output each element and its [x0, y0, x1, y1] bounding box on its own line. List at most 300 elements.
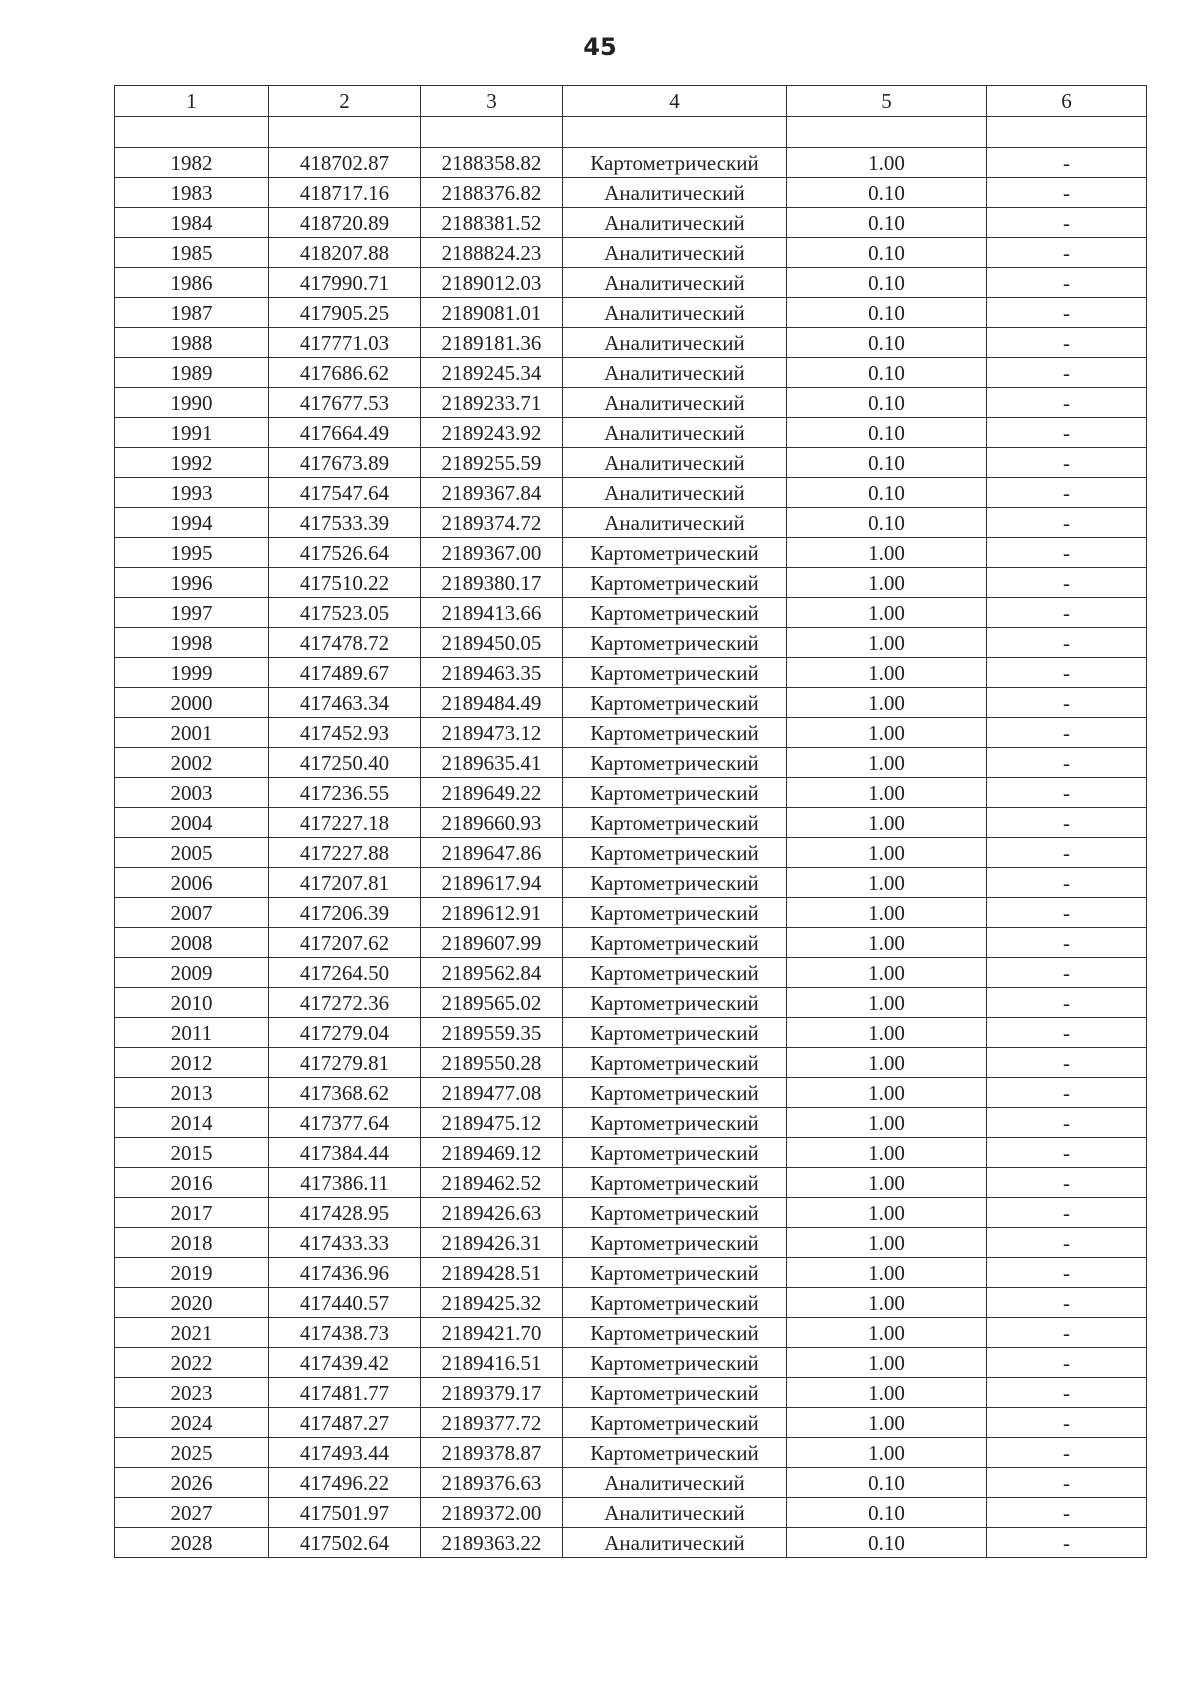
table-cell: 0.10 — [787, 298, 987, 328]
table-cell: 2010 — [115, 988, 269, 1018]
table-cell: 417478.72 — [269, 628, 421, 658]
table-cell: 2006 — [115, 868, 269, 898]
table-cell: 2189380.17 — [421, 568, 563, 598]
table-cell: 417990.71 — [269, 268, 421, 298]
table-row — [115, 658, 1147, 688]
table-cell: 2189660.93 — [421, 808, 563, 838]
table-cell: - — [987, 238, 1147, 268]
table-cell: Картометрический — [563, 148, 787, 178]
table-cell: 417272.36 — [269, 988, 421, 1018]
table-cell: 417428.95 — [269, 1198, 421, 1228]
table-cell: Картометрический — [563, 1288, 787, 1318]
column-header: 4 — [563, 86, 787, 117]
column-header: 6 — [987, 86, 1147, 117]
table-cell: Аналитический — [563, 358, 787, 388]
table-row — [115, 778, 1147, 808]
table-cell: 2189469.12 — [421, 1138, 563, 1168]
table-cell: 1.00 — [787, 658, 987, 688]
table-cell: 2189562.84 — [421, 958, 563, 988]
table-cell: 417489.67 — [269, 658, 421, 688]
table-cell: 1999 — [115, 658, 269, 688]
table-row — [115, 688, 1147, 718]
table-cell: - — [987, 1078, 1147, 1108]
table-cell: - — [987, 988, 1147, 1018]
table-cell: Картометрический — [563, 1048, 787, 1078]
table-cell: 417523.05 — [269, 598, 421, 628]
table-cell: 1.00 — [787, 1228, 987, 1258]
table-cell: 1997 — [115, 598, 269, 628]
table-cell: 417526.64 — [269, 538, 421, 568]
table-row — [115, 1468, 1147, 1498]
table-cell: 2189255.59 — [421, 448, 563, 478]
table-cell: 417547.64 — [269, 478, 421, 508]
table-cell: - — [987, 1378, 1147, 1408]
table-cell: 2028 — [115, 1528, 269, 1558]
table-cell: 2188381.52 — [421, 208, 563, 238]
table-cell: 2011 — [115, 1018, 269, 1048]
table-cell: - — [987, 1228, 1147, 1258]
table-cell: Картометрический — [563, 1258, 787, 1288]
table-cell: 2024 — [115, 1408, 269, 1438]
table-row — [115, 358, 1147, 388]
table-cell: Картометрический — [563, 778, 787, 808]
table-cell: 2189649.22 — [421, 778, 563, 808]
table-row — [115, 928, 1147, 958]
table-cell: 2007 — [115, 898, 269, 928]
table-cell: 0.10 — [787, 358, 987, 388]
table-cell: 418702.87 — [269, 148, 421, 178]
table-cell: 2189612.91 — [421, 898, 563, 928]
table-cell: 1986 — [115, 268, 269, 298]
table-cell: 417510.22 — [269, 568, 421, 598]
table-cell — [115, 117, 269, 148]
table-cell: 2021 — [115, 1318, 269, 1348]
table-row — [115, 748, 1147, 778]
table-row — [115, 628, 1147, 658]
table-cell: 0.10 — [787, 1468, 987, 1498]
table-cell: 417487.27 — [269, 1408, 421, 1438]
table-cell: Аналитический — [563, 388, 787, 418]
table-cell: 417481.77 — [269, 1378, 421, 1408]
table-cell: - — [987, 868, 1147, 898]
table-cell: 2189367.00 — [421, 538, 563, 568]
table-row — [115, 568, 1147, 598]
table-row — [115, 328, 1147, 358]
table-cell: - — [987, 1528, 1147, 1558]
table-cell — [987, 117, 1147, 148]
table-row — [115, 1228, 1147, 1258]
table-cell: 1992 — [115, 448, 269, 478]
table-cell: 1995 — [115, 538, 269, 568]
table-cell: 1989 — [115, 358, 269, 388]
table-cell: 1.00 — [787, 1138, 987, 1168]
table-cell: 1.00 — [787, 1288, 987, 1318]
table-cell: 2189378.87 — [421, 1438, 563, 1468]
table-cell: Аналитический — [563, 268, 787, 298]
table-cell: Картометрический — [563, 1078, 787, 1108]
table-cell: - — [987, 778, 1147, 808]
table-cell: 2189379.17 — [421, 1378, 563, 1408]
table-cell: 2189243.92 — [421, 418, 563, 448]
table-cell: - — [987, 1498, 1147, 1528]
table-cell: Картометрический — [563, 1438, 787, 1468]
table-row — [115, 1318, 1147, 1348]
table-cell: 1.00 — [787, 958, 987, 988]
table-cell: 418720.89 — [269, 208, 421, 238]
table-cell: Картометрический — [563, 1228, 787, 1258]
table-cell: - — [987, 718, 1147, 748]
table-cell: Картометрический — [563, 868, 787, 898]
table-cell: 417436.96 — [269, 1258, 421, 1288]
table-cell: 417493.44 — [269, 1438, 421, 1468]
table-row — [115, 838, 1147, 868]
table-cell: 0.10 — [787, 208, 987, 238]
table-cell: - — [987, 658, 1147, 688]
table-row — [115, 508, 1147, 538]
table-cell: 1.00 — [787, 628, 987, 658]
table-cell: 2189245.34 — [421, 358, 563, 388]
table-cell: 2189376.63 — [421, 1468, 563, 1498]
table-cell: 2022 — [115, 1348, 269, 1378]
table-cell: 1.00 — [787, 748, 987, 778]
table-cell: 1.00 — [787, 988, 987, 1018]
table-cell: 2189477.08 — [421, 1078, 563, 1108]
table-row — [115, 448, 1147, 478]
table-cell: 2189647.86 — [421, 838, 563, 868]
table-cell: - — [987, 568, 1147, 598]
table-cell: 417227.88 — [269, 838, 421, 868]
table-cell: 2188358.82 — [421, 148, 563, 178]
table-cell: - — [987, 958, 1147, 988]
table-cell: 2019 — [115, 1258, 269, 1288]
table-cell: 418717.16 — [269, 178, 421, 208]
table-cell: - — [987, 1258, 1147, 1288]
table-cell: 417533.39 — [269, 508, 421, 538]
column-header: 1 — [115, 86, 269, 117]
table-cell: 417386.11 — [269, 1168, 421, 1198]
table-cell: 2013 — [115, 1078, 269, 1108]
table-cell: 1991 — [115, 418, 269, 448]
coordinates-table — [114, 85, 1147, 1558]
table-cell: 417673.89 — [269, 448, 421, 478]
table-row — [115, 1048, 1147, 1078]
table-row — [115, 1108, 1147, 1138]
table-cell: 2001 — [115, 718, 269, 748]
table-cell: - — [987, 148, 1147, 178]
table-cell: Аналитический — [563, 1528, 787, 1558]
table-cell: 2015 — [115, 1138, 269, 1168]
table-cell: 1.00 — [787, 538, 987, 568]
table-cell: 2188824.23 — [421, 238, 563, 268]
table-cell: 0.10 — [787, 328, 987, 358]
table-cell: Аналитический — [563, 328, 787, 358]
table-cell: Аналитический — [563, 238, 787, 268]
table-cell — [269, 117, 421, 148]
table-row — [115, 1168, 1147, 1198]
table-cell: 2189416.51 — [421, 1348, 563, 1378]
table-cell: Аналитический — [563, 418, 787, 448]
table-cell: 0.10 — [787, 448, 987, 478]
table-cell: 417771.03 — [269, 328, 421, 358]
table-cell — [787, 117, 987, 148]
table-cell: Картометрический — [563, 808, 787, 838]
table-cell: Картометрический — [563, 1018, 787, 1048]
table-cell: 417905.25 — [269, 298, 421, 328]
table-cell: 2189635.41 — [421, 748, 563, 778]
column-header: 5 — [787, 86, 987, 117]
table-cell: 2027 — [115, 1498, 269, 1528]
table-cell: 0.10 — [787, 268, 987, 298]
table-cell: Картометрический — [563, 568, 787, 598]
table-cell: 2012 — [115, 1048, 269, 1078]
table-cell: 2023 — [115, 1378, 269, 1408]
table-cell: Картометрический — [563, 718, 787, 748]
table-cell: - — [987, 388, 1147, 418]
table-cell: 417206.39 — [269, 898, 421, 928]
table-cell: Аналитический — [563, 208, 787, 238]
table-cell: 2189450.05 — [421, 628, 563, 658]
table-cell: Картометрический — [563, 628, 787, 658]
table-cell: 1.00 — [787, 1018, 987, 1048]
table-cell: Картометрический — [563, 1408, 787, 1438]
table-cell: 2005 — [115, 838, 269, 868]
table-cell: 1.00 — [787, 688, 987, 718]
table-cell: 417250.40 — [269, 748, 421, 778]
table-cell: - — [987, 418, 1147, 448]
table-cell: 0.10 — [787, 1498, 987, 1528]
table-cell: 1.00 — [787, 1198, 987, 1228]
table-cell: - — [987, 808, 1147, 838]
table-cell: Картометрический — [563, 1168, 787, 1198]
table-cell: 2189475.12 — [421, 1108, 563, 1138]
table-cell: 417279.81 — [269, 1048, 421, 1078]
table-cell: 2000 — [115, 688, 269, 718]
table-cell: - — [987, 1348, 1147, 1378]
table-row — [115, 988, 1147, 1018]
table-cell: Картометрический — [563, 538, 787, 568]
table-row — [115, 1348, 1147, 1378]
table-cell: 417440.57 — [269, 1288, 421, 1318]
table-cell: 1.00 — [787, 718, 987, 748]
table-cell: 1.00 — [787, 808, 987, 838]
table-cell: 1.00 — [787, 598, 987, 628]
table-cell: 2189559.35 — [421, 1018, 563, 1048]
table-cell: 417279.04 — [269, 1018, 421, 1048]
table-cell: 2189367.84 — [421, 478, 563, 508]
table-cell: Аналитический — [563, 178, 787, 208]
table-cell: 1994 — [115, 508, 269, 538]
table-cell: 1.00 — [787, 568, 987, 598]
table-cell: 1990 — [115, 388, 269, 418]
table-cell: 1.00 — [787, 148, 987, 178]
table-cell: 417664.49 — [269, 418, 421, 448]
table-cell: 2017 — [115, 1198, 269, 1228]
table-row — [115, 598, 1147, 628]
table-cell: Картометрический — [563, 1348, 787, 1378]
table-cell: 1.00 — [787, 1438, 987, 1468]
table-cell: - — [987, 928, 1147, 958]
table-row — [115, 238, 1147, 268]
table-cell: 2189462.52 — [421, 1168, 563, 1198]
table-row — [115, 958, 1147, 988]
table-row — [115, 868, 1147, 898]
table-cell: Аналитический — [563, 508, 787, 538]
table-cell: Аналитический — [563, 1498, 787, 1528]
table-cell: 417207.62 — [269, 928, 421, 958]
table-cell: - — [987, 478, 1147, 508]
table-row — [115, 1018, 1147, 1048]
table-cell: 417433.33 — [269, 1228, 421, 1258]
table-cell: Картометрический — [563, 1108, 787, 1138]
page-number: 45 — [583, 33, 617, 61]
table-row — [115, 418, 1147, 448]
table-cell: 2189363.22 — [421, 1528, 563, 1558]
table-body — [115, 117, 1147, 1558]
table-cell: 1.00 — [787, 928, 987, 958]
table-cell: 417207.81 — [269, 868, 421, 898]
table-cell: - — [987, 178, 1147, 208]
table-row — [115, 808, 1147, 838]
table-cell: 417264.50 — [269, 958, 421, 988]
table-cell: 2020 — [115, 1288, 269, 1318]
table-cell: 1.00 — [787, 1348, 987, 1378]
table-cell: Картометрический — [563, 838, 787, 868]
table-cell: Картометрический — [563, 1318, 787, 1348]
column-header: 2 — [269, 86, 421, 117]
table-cell: 2004 — [115, 808, 269, 838]
table-cell: Аналитический — [563, 298, 787, 328]
table-cell: Картометрический — [563, 1198, 787, 1228]
column-number-row — [115, 86, 1147, 117]
table-cell: - — [987, 1468, 1147, 1498]
table-cell: 417502.64 — [269, 1528, 421, 1558]
table-cell: - — [987, 508, 1147, 538]
table-cell: 2189426.63 — [421, 1198, 563, 1228]
table-cell: - — [987, 1138, 1147, 1168]
table-cell: 1.00 — [787, 898, 987, 928]
table-cell: 417501.97 — [269, 1498, 421, 1528]
table-cell: - — [987, 328, 1147, 358]
table-cell: 2014 — [115, 1108, 269, 1138]
table-cell: 417439.42 — [269, 1348, 421, 1378]
table-cell: 2189374.72 — [421, 508, 563, 538]
table-cell: 418207.88 — [269, 238, 421, 268]
table-cell: 1985 — [115, 238, 269, 268]
table-row — [115, 1528, 1147, 1558]
table-cell: - — [987, 268, 1147, 298]
table-cell: 417496.22 — [269, 1468, 421, 1498]
table-cell: 1998 — [115, 628, 269, 658]
table-cell: Картометрический — [563, 688, 787, 718]
table-cell: 417368.62 — [269, 1078, 421, 1108]
table-cell: 2189607.99 — [421, 928, 563, 958]
table-cell: 1988 — [115, 328, 269, 358]
table-row — [115, 1138, 1147, 1168]
table-cell: 417227.18 — [269, 808, 421, 838]
table-cell: 417377.64 — [269, 1108, 421, 1138]
table-cell: - — [987, 1198, 1147, 1228]
table-cell: 417686.62 — [269, 358, 421, 388]
table-cell: 1.00 — [787, 1408, 987, 1438]
table-cell: 417463.34 — [269, 688, 421, 718]
table-cell: - — [987, 208, 1147, 238]
table-cell: - — [987, 1168, 1147, 1198]
table-row — [115, 898, 1147, 928]
blank-row — [115, 117, 1147, 148]
table-cell: 2189426.31 — [421, 1228, 563, 1258]
table-cell: Картометрический — [563, 928, 787, 958]
table-cell: - — [987, 1408, 1147, 1438]
table-cell: 417438.73 — [269, 1318, 421, 1348]
table-cell: 2025 — [115, 1438, 269, 1468]
table-cell: 1.00 — [787, 778, 987, 808]
table-row — [115, 718, 1147, 748]
table-cell: - — [987, 1288, 1147, 1318]
table-cell: 2189081.01 — [421, 298, 563, 328]
table-row — [115, 148, 1147, 178]
table-cell: Картометрический — [563, 898, 787, 928]
table-cell: - — [987, 1108, 1147, 1138]
table-cell: Аналитический — [563, 478, 787, 508]
table-cell: Картометрический — [563, 598, 787, 628]
table-cell: 1983 — [115, 178, 269, 208]
table-cell: - — [987, 1438, 1147, 1468]
table-cell: - — [987, 298, 1147, 328]
table-row — [115, 1258, 1147, 1288]
table-cell: 0.10 — [787, 178, 987, 208]
table-cell — [563, 117, 787, 148]
table-row — [115, 478, 1147, 508]
table-cell: 2189377.72 — [421, 1408, 563, 1438]
table-cell: Аналитический — [563, 1468, 787, 1498]
table-cell: 0.10 — [787, 388, 987, 418]
table-cell: 2026 — [115, 1468, 269, 1498]
table-row — [115, 1288, 1147, 1318]
table-cell: 1993 — [115, 478, 269, 508]
table-cell: 2008 — [115, 928, 269, 958]
table-row — [115, 1078, 1147, 1108]
table-row — [115, 178, 1147, 208]
table-cell: 0.10 — [787, 238, 987, 268]
column-header: 3 — [421, 86, 563, 117]
table-cell: 1984 — [115, 208, 269, 238]
table-cell: 2009 — [115, 958, 269, 988]
table-cell: 2002 — [115, 748, 269, 778]
table-cell: 1.00 — [787, 1168, 987, 1198]
table-cell: 2189463.35 — [421, 658, 563, 688]
table-cell: 1.00 — [787, 1378, 987, 1408]
table-cell: 0.10 — [787, 1528, 987, 1558]
table-cell: 1.00 — [787, 1108, 987, 1138]
table-cell: 2189233.71 — [421, 388, 563, 418]
table-row — [115, 268, 1147, 298]
table-row — [115, 1498, 1147, 1528]
table-cell: - — [987, 1318, 1147, 1348]
table-cell: 2018 — [115, 1228, 269, 1258]
table-cell: 1.00 — [787, 1258, 987, 1288]
table-cell: 1.00 — [787, 838, 987, 868]
table-cell: Картометрический — [563, 988, 787, 1018]
table-cell: 0.10 — [787, 508, 987, 538]
table-cell: 1982 — [115, 148, 269, 178]
table-cell: - — [987, 898, 1147, 928]
table-cell: 0.10 — [787, 418, 987, 448]
table-row — [115, 1198, 1147, 1228]
table-cell: 2003 — [115, 778, 269, 808]
table-cell: 2189181.36 — [421, 328, 563, 358]
table-cell: 1987 — [115, 298, 269, 328]
table-cell: - — [987, 1018, 1147, 1048]
